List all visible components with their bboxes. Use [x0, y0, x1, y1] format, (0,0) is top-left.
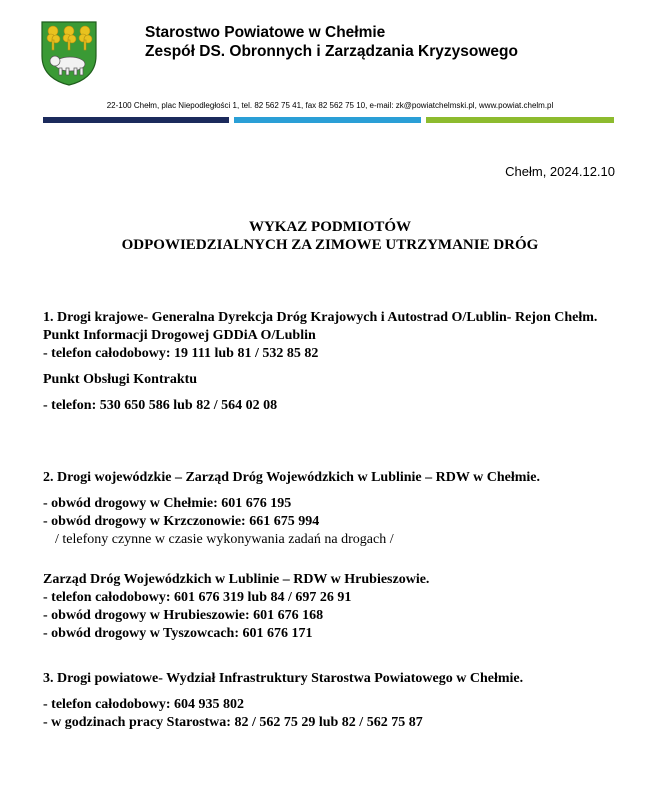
contact-line: 22-100 Chełm, plac Niepodległości 1, tel. 82 562 75 41, fax 82 562 75 10, e-mail: zk@powiatchelmski.pl, www.powiat.chelm.pl: [106, 101, 554, 110]
document-title: [0, 218, 660, 254]
phone-line: - telefon: 530 650 586 lub 82 / 564 02 08: [43, 398, 278, 413]
section-voivodeship-roads: [43, 469, 618, 549]
section-district-roads: [43, 670, 618, 732]
phone-line: - obwód drogowy w Krzczonowie: 661 675 994: [43, 514, 320, 529]
section-heading: 2. Drogi wojewódzkie – Zarząd Dróg Wojewódzkich w Lublinie – RDW w Chełmie.: [43, 470, 540, 485]
section-heading: Zarząd Dróg Wojewódzkich w Lublinie – RDW w Hrubieszowie.: [43, 572, 430, 587]
section-national-roads: [43, 309, 618, 415]
section-heading: 1. Drogi krajowe- Generalna Dyrekcja Dróg Krajowych i Autostrad O/Lublin- Rejon Chełm.: [43, 310, 598, 325]
title-line-2: ODPOWIEDZIALNYCH ZA ZIMOWE UTRZYMANIE DRÓG: [121, 237, 539, 253]
phone-note: / telefony czynne w czasie wykonywania zadań na drogach /: [55, 532, 394, 547]
org-line-2: Zespół DS. Obronnych i Zarządzania Kryzysowego: [145, 43, 518, 60]
phone-line: - telefon całodobowy: 601 676 319 lub 84 / 697 26 91: [43, 590, 352, 605]
phone-line: - telefon całodobowy: 19 111 lub 81 / 532 85 82: [43, 346, 319, 361]
title-line-1: WYKAZ PODMIOTÓW: [248, 219, 412, 235]
phone-line: - telefon całodobowy: 604 935 802: [43, 697, 245, 712]
phone-line: - obwód drogowy w Hrubieszowie: 601 676 168: [43, 608, 324, 623]
organization-name: [145, 23, 518, 61]
section-hrubieszow: [43, 571, 618, 643]
section-heading: 3. Drogi powiatowe- Wydział Infrastruktury Starostwa Powiatowego w Chełmie.: [43, 671, 524, 686]
section-subheading: Punkt Informacji Drogowej GDDiA O/Lublin: [43, 328, 316, 343]
stripe-green: [426, 117, 614, 123]
phone-line: - w godzinach pracy Starostwa: 82 / 562 75 29 lub 82 / 562 75 87: [43, 715, 423, 730]
coat-of-arms-logo: [40, 20, 98, 86]
stripe-navy: [43, 117, 229, 123]
section-subheading: Punkt Obsługi Kontraktu: [43, 372, 198, 387]
phone-line: - obwód drogowy w Tyszowcach: 601 676 171: [43, 626, 313, 641]
phone-line: - obwód drogowy w Chełmie: 601 676 195: [43, 496, 292, 511]
stripe-blue: [234, 117, 421, 123]
org-line-1: Starostwo Powiatowe w Chełmie: [145, 24, 386, 41]
document-date: Chełm, 2024.12.10: [505, 164, 615, 179]
color-stripes: [43, 117, 614, 123]
